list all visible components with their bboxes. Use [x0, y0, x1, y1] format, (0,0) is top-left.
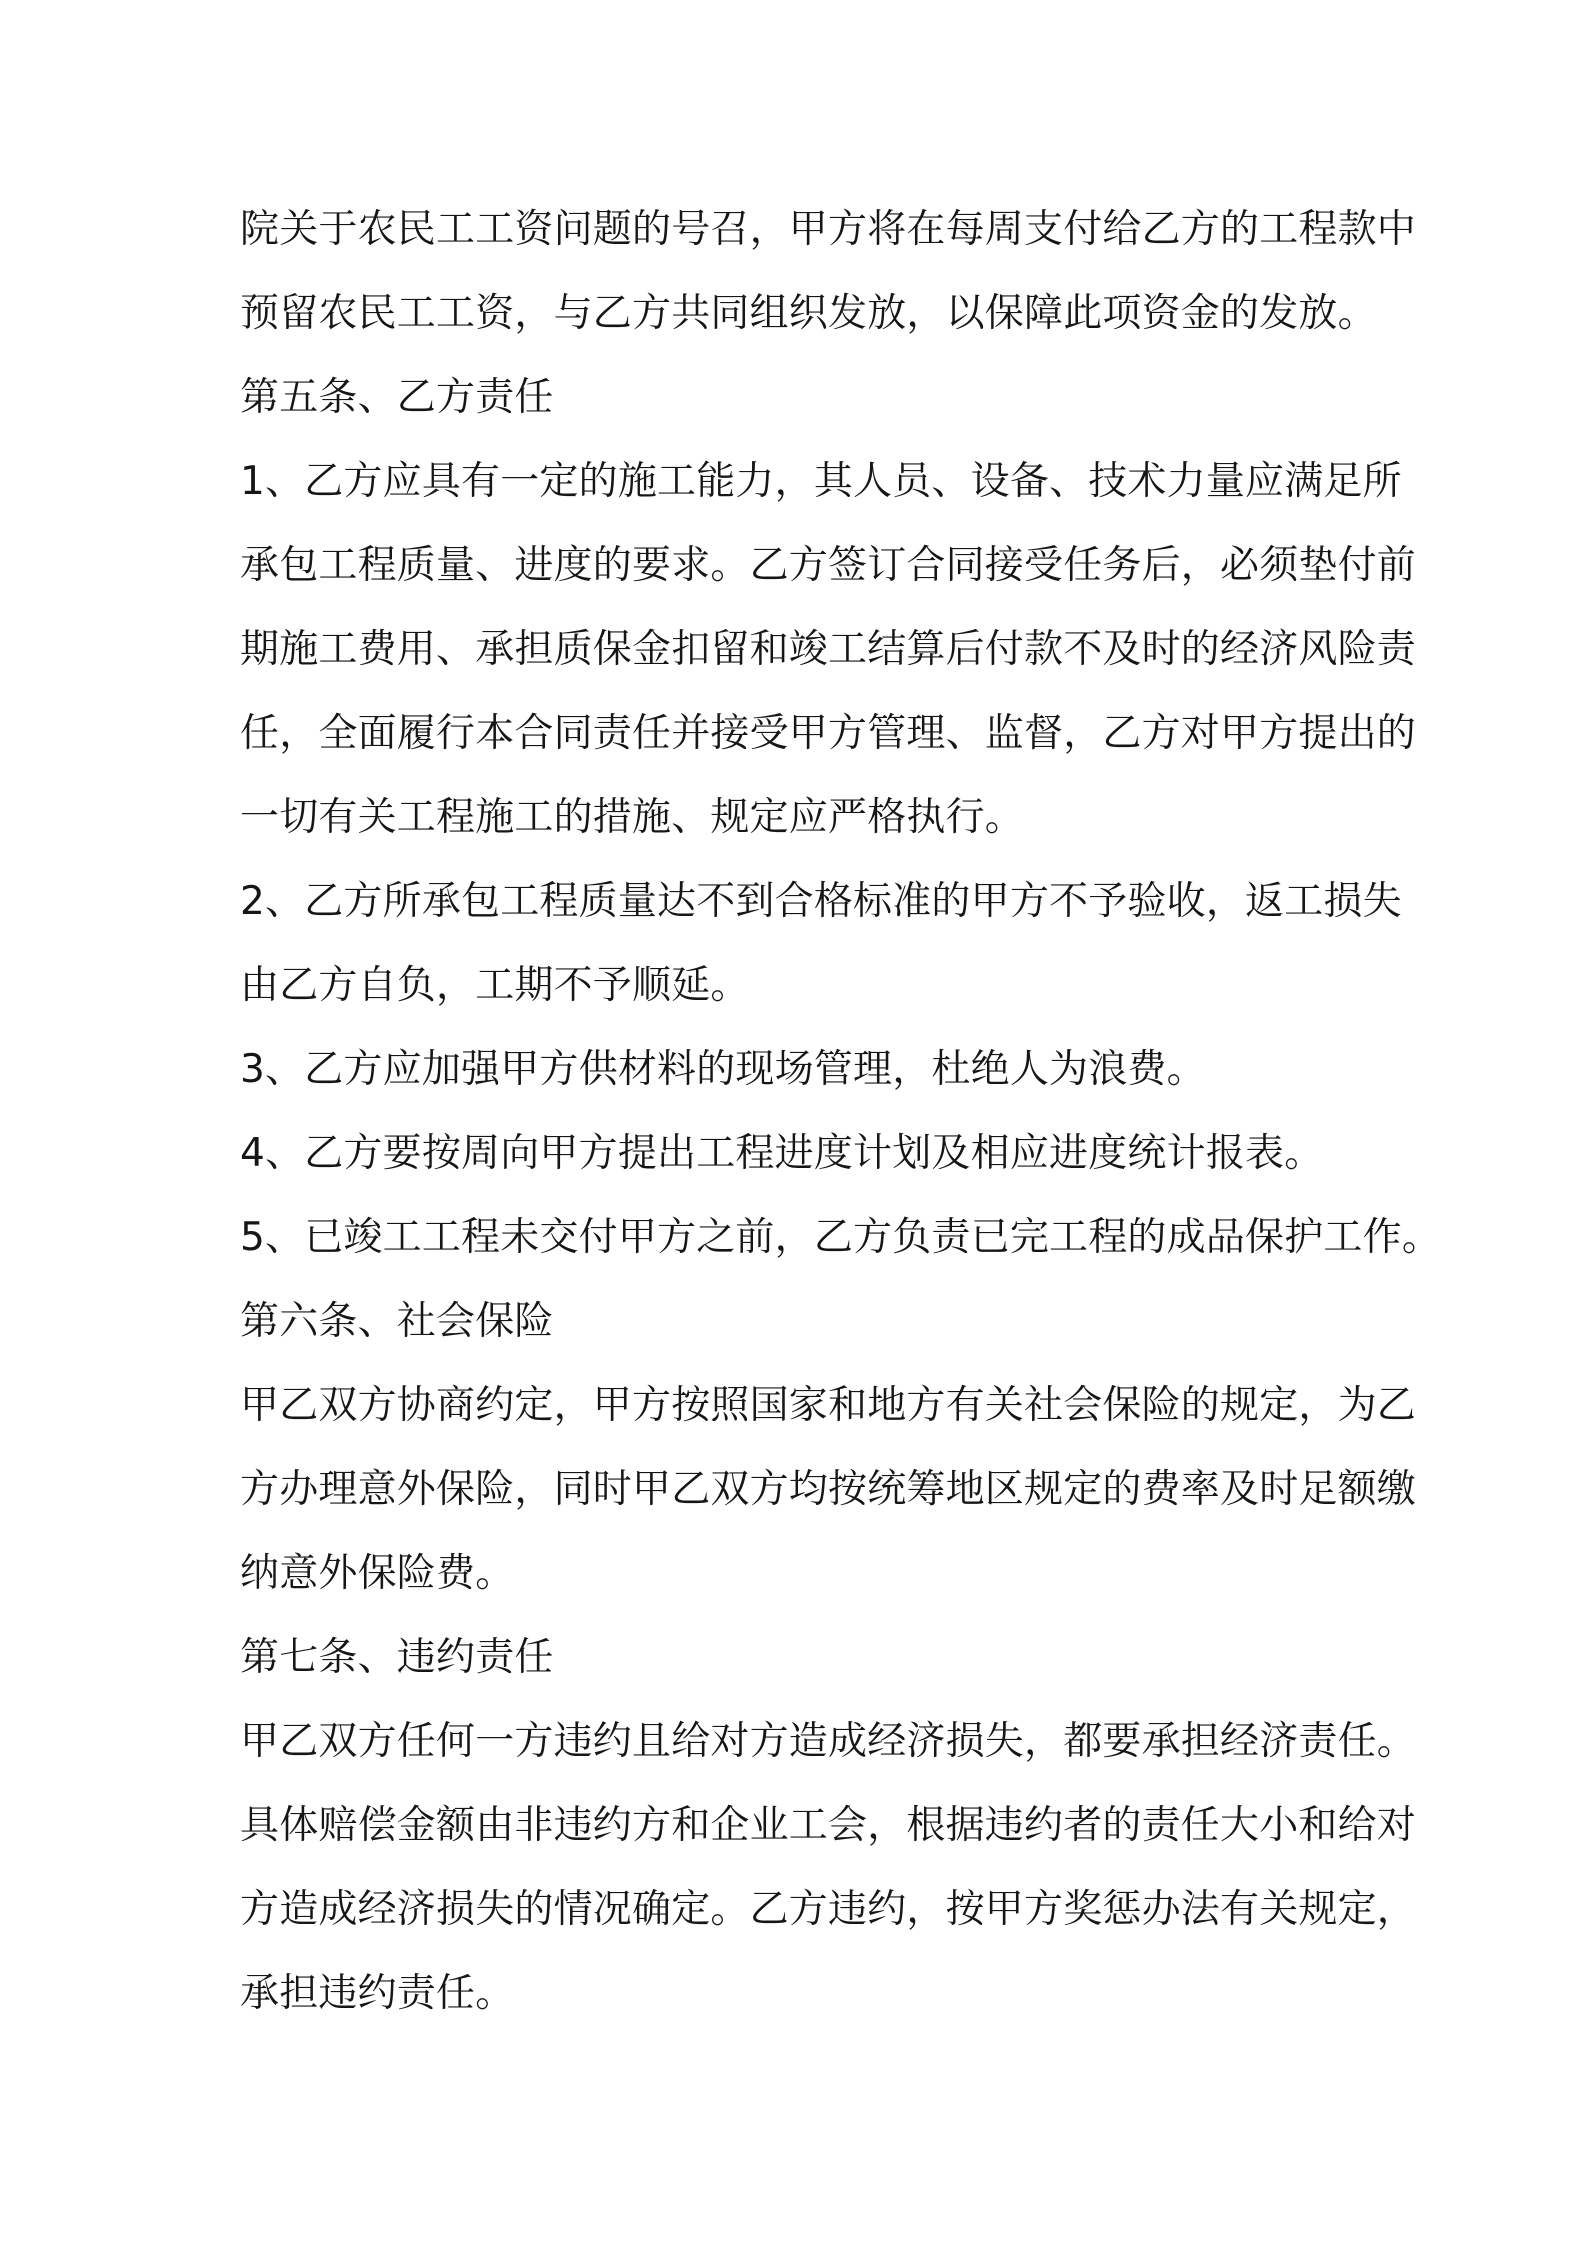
section-heading: 第六条、社会保险 — [240, 1299, 554, 1344]
text-line: 1、乙方应具有一定的施工能力，其人员、设备、技术力量应满足所 — [240, 459, 1402, 504]
text-line: 方造成经济损失的情况确定。乙方违约，按甲方奖惩办法有关规定， — [240, 1887, 1417, 1932]
text-line: 任，全面履行本合同责任并接受甲方管理、监督，乙方对甲方提出的 — [240, 711, 1417, 756]
text-line: 2、乙方所承包工程质量达不到合格标准的甲方不予验收，返工损失 — [240, 879, 1402, 924]
text-line: 3、乙方应加强甲方供材料的现场管理，杜绝人为浪费。 — [240, 1047, 1206, 1092]
text-line: 4、乙方要按周向甲方提出工程进度计划及相应进度统计报表。 — [240, 1131, 1324, 1176]
text-line: 具体赔偿金额由非违约方和企业工会，根据违约者的责任大小和给对 — [240, 1803, 1417, 1848]
text-line: 由乙方自负，工期不予顺延。 — [240, 963, 750, 1008]
text-line: 方办理意外保险，同时甲乙双方均按统筹地区规定的费率及时足额缴 — [240, 1467, 1417, 1512]
text-line: 甲乙双方协商约定，甲方按照国家和地方有关社会保险的规定，为乙 — [240, 1383, 1417, 1428]
text-line: 期施工费用、承担质保金扣留和竣工结算后付款不及时的经济风险责 — [240, 627, 1417, 672]
text-line: 一切有关工程施工的措施、规定应严格执行。 — [240, 795, 1025, 840]
text-line: 承包工程质量、进度的要求。乙方签订合同接受任务后，必须垫付前 — [240, 543, 1417, 588]
section-heading: 第五条、乙方责任 — [240, 375, 554, 420]
text-line: 甲乙双方任何一方违约且给对方造成经济损失，都要承担经济责任。 — [240, 1719, 1417, 1764]
section-heading: 第七条、违约责任 — [240, 1635, 554, 1680]
text-line: 院关于农民工工资问题的号召，甲方将在每周支付给乙方的工程款中 — [240, 207, 1417, 252]
text-line: 纳意外保险费。 — [240, 1551, 515, 1596]
text-line: 预留农民工工资，与乙方共同组织发放，以保障此项资金的发放。 — [240, 291, 1377, 336]
text-line: 5、已竣工工程未交付甲方之前，乙方负责已完工程的成品保护工作。 — [240, 1215, 1442, 1260]
text-line: 承担违约责任。 — [240, 1971, 515, 2016]
